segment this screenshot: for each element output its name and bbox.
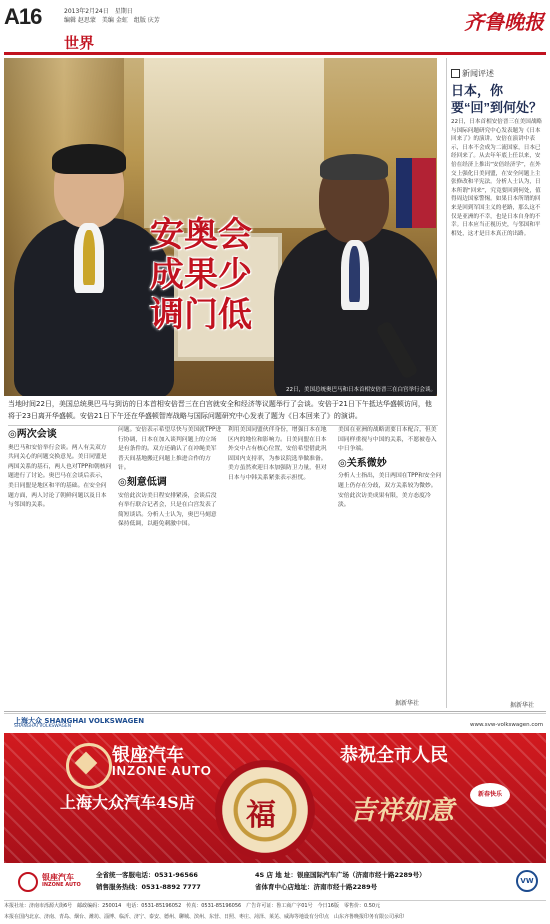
article-column-1 bbox=[8, 426, 112, 696]
ad-badge: 新春快乐 bbox=[470, 783, 510, 807]
column-text: 利用美国同盟伙伴身份，增强日本在地区内的地位和影响力。日美同盟在日本外交中占有核心位置，安倍希望借此巩固国内支持率，为参议院选举做准备。美方虽然欢迎日本加强防卫力量，但对日本与中韩关系紧张表示担忧。 bbox=[228, 427, 327, 481]
photo-caption: 22日，美国总统奥巴马和日本首相安倍晋三在白宫举行会谈。 bbox=[285, 387, 436, 393]
ad-slogan: 恭祝全市人民 bbox=[340, 745, 448, 766]
headline-line2: 成果少 bbox=[150, 255, 252, 295]
newspaper-logo: 齐鲁晚报 bbox=[464, 10, 544, 34]
page-number: A16 bbox=[4, 4, 42, 29]
footer-line-2: 本报在国内北京、济南、青岛、烟台、潍坊、淄博、临沂、济宁、泰安、德州、聊城、滨州、东营、日照、枣庄、菏泽、莱芜、威海等地设有分印点 山东齐鲁晚报印务有限公司承印 bbox=[4, 914, 405, 920]
column-text: 安倍此次访美日程安排紧凑，会谈后没有举行联合记者会，只是在白宫发表了简短谈话。分析人士认为，奥巴马刻意保持低调，以避免刺激中国。 bbox=[118, 492, 217, 528]
ad-store-name: 上海大众汽车4S店 bbox=[60, 793, 195, 812]
article-column-3 bbox=[228, 426, 332, 696]
inzone-small-logo-icon bbox=[18, 872, 38, 892]
side-body: 22日，日本首相安倍晋三在美国战略与国际问题研究中心发表题为《日本回来了》的演讲。安倍在演讲中表示，日本不会成为二流国家，日本已经回来了。从去年年底上任以来，安倍在经济上推出“安倍经济学”，在外交上强化日美同盟，在安全问题上主张修改和平宪法。分析人士认为，日本所谓“回来”，究竟要回到何处，值得周边国家警惕。如果日本所谓的回来是回到军国主义的老路，那么这不仅是亚洲的不幸，也是日本自身的不幸。日本应当正视历史，与邻国和平相处，这才是日本真正的出路。 bbox=[451, 119, 543, 237]
window bbox=[144, 58, 324, 228]
column-text: 问题。安倍表示希望尽快与美国就TPP进行协调，日本在加入谈判问题上的立场是有条件的。双方还确认了在冲绳美军普天间基地搬迁问题上推进合作的方针。 bbox=[118, 427, 222, 472]
ad-address-1: 4S 店 地 址：银座国际汽车广场（济南市经十路2289号） bbox=[255, 871, 426, 879]
ad-bottom-name-en: INZONE AUTO bbox=[42, 882, 81, 888]
subhead-two-talks: ◎两次会谈 bbox=[8, 429, 57, 440]
headline bbox=[150, 215, 252, 335]
person-left-tie bbox=[83, 230, 95, 285]
column-text: 美国在亚洲的战略需要日本配合，但美国同样重视与中国的关系，不愿被卷入中日争端。 bbox=[338, 427, 437, 453]
page-meta bbox=[64, 7, 204, 25]
headline-line1: 安奥会 bbox=[150, 215, 252, 255]
kicker-box-icon bbox=[451, 69, 460, 78]
person-left-hair bbox=[52, 144, 126, 174]
subhead-subtle-relations: ◎关系微妙 bbox=[338, 457, 387, 469]
article-column-4 bbox=[338, 426, 442, 696]
ad-slogan-calligraphy: 吉祥如意 bbox=[350, 796, 455, 826]
ad-hotline: 全省统一客服电话：0531-96566 bbox=[96, 871, 198, 879]
footer-line-1: 本报社址：济南市泺源大街6号 邮政编码：250014 电话：0531-85196052 传真：0531-85196056 广告许可证：鲁工商广字01号 今日16版 零售价：0.50元 bbox=[4, 903, 381, 909]
article-byline: 据新华社 bbox=[395, 700, 420, 707]
meta-editors: 编辑 赵思蒙 美编 金虹 组版 庆芳 bbox=[64, 17, 160, 24]
ad-address-2: 省体育中心店地址：济南市经十路2289号 bbox=[255, 883, 378, 891]
side-title: 日本，你要“回”到何处？ bbox=[451, 83, 543, 115]
section-divider bbox=[4, 711, 546, 712]
person-right-tie bbox=[349, 246, 360, 302]
headline-line3: 调门低 bbox=[150, 295, 252, 335]
column-text: 分析人士指出，美日两国在TPP和安全问题上仍存在分歧，双方关系较为微妙。安倍此次访美成果有限，美方态度冷淡。 bbox=[338, 473, 442, 509]
header-divider bbox=[4, 52, 546, 55]
fu-character: 福 bbox=[246, 798, 276, 833]
ad-url[interactable]: www.svw-volkswagen.com bbox=[470, 722, 544, 728]
ad-brand: 上海大众 SHANGHAI VOLKSWAGEN bbox=[14, 717, 145, 725]
person-right-hair bbox=[320, 154, 388, 180]
side-kicker bbox=[451, 68, 494, 79]
inzone-logo-icon bbox=[66, 743, 112, 789]
ad-bottom-name: 银座汽车 bbox=[42, 873, 74, 882]
ad-company-name-en: INZONE AUTO bbox=[112, 763, 212, 778]
ad-company-name: 银座汽车 bbox=[112, 745, 184, 766]
flag bbox=[396, 158, 436, 228]
subhead-low-profile: ◎刻意低调 bbox=[118, 476, 167, 488]
section-title: 世界 bbox=[64, 34, 95, 52]
ad-sales-line: 销售服务热线：0531-8892 7777 bbox=[96, 883, 201, 891]
vw-logo-icon: VW bbox=[516, 870, 538, 892]
meta-date: 2013年2月24日 星期日 bbox=[64, 8, 133, 15]
side-kicker-text: 新闻评述 bbox=[462, 69, 494, 78]
lead-paragraph: 当地时间22日，美国总统奥巴马与到访的日本首相安倍晋三在白宫就安全和经济等议题举行了会谈。安倍于21日下午抵达华盛顿访问，他将于23日离开华盛顿。安倍21日下午还在华盛顿智库战略与国际问题研究中心发表了题为《日本回来了》的演讲。 bbox=[8, 398, 438, 426]
ad-brand-en: SHANGHAI VOLKSWAGEN bbox=[14, 724, 72, 729]
side-author: 据新华社 bbox=[510, 702, 535, 709]
article-column-2 bbox=[118, 426, 222, 696]
column-text: 奥巴马和安倍举行会谈。两人有关双方共同关心的问题交换意见。美日同盟是两国关系的基石，两人也对TPP和朝核问题进行了讨论。奥巴马在会谈后表示，美日同盟是地区和平的基础。在安全问题方面，两人讨论了朝鲜问题以及日本与邻国的关系。 bbox=[8, 444, 112, 509]
